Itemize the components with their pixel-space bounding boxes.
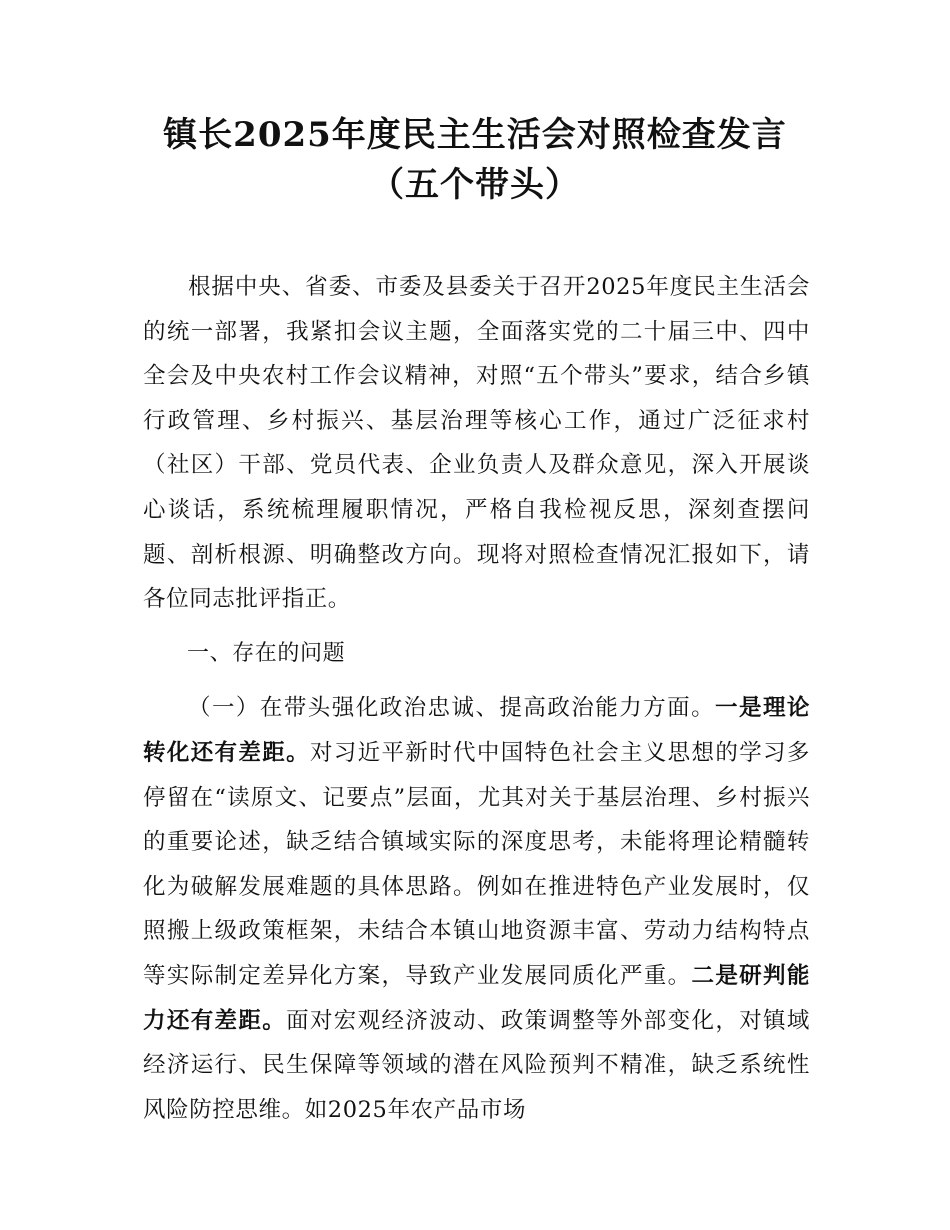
section-heading-problems: 一、存在的问题 bbox=[187, 640, 346, 666]
paragraph-lead: （一）在带头强化政治忠诚、提高政治能力方面。 bbox=[188, 695, 716, 722]
document-body bbox=[143, 265, 810, 1132]
paragraph-political-loyalty bbox=[143, 686, 810, 1132]
point-2-text: 面对宏观经济波动、政策调整等外部变化，对镇域经济运行、民生保障等领域的潜在风险预判不精准，缺乏系统性风险防控思维。如2025年农产品市场 bbox=[143, 1007, 810, 1123]
point-1-heading: 一是理论转化还有差距。 bbox=[143, 695, 810, 766]
point-1-text: 对习近平新时代中国特色社会主义思想的学习多停留在“读原文、记要点”层面，尤其对关于基层治理、乡村振兴的重要论述，缺乏结合镇域实际的深度思考，未能将理论精髓转化为破解发展难题的具体思路。例如在推进特色产业发展时，仅照搬上级政策框架，未结合本镇山地资源丰富、劳动力结构特点等实际制定差异化方案，导致产业发展同质化严重。 bbox=[143, 739, 810, 989]
intro-paragraph: 根据中央、省委、市委及县委关于召开2025年度民主生活会的统一部署，我紧扣会议主题，全面落实党的二十届三中、四中全会及中央农村工作会议精神，对照“五个带头”要求，结合乡镇行政管理、乡村振兴、基层治理等核心工作，通过广泛征求村（社区）干部、党员代表、企业负责人及群众意见，深入开展谈心谈话，系统梳理履职情况，严格自我检视反思，深刻查摆问题、剖析根源、明确整改方向。现将对照检查情况汇报如下，请各位同志批评指正。 bbox=[143, 274, 810, 613]
document-title: 镇长2025年度民主生活会对照检查发言（五个带头） bbox=[163, 115, 787, 205]
point-2-heading: 二是研判能力还有差距。 bbox=[143, 962, 810, 1034]
